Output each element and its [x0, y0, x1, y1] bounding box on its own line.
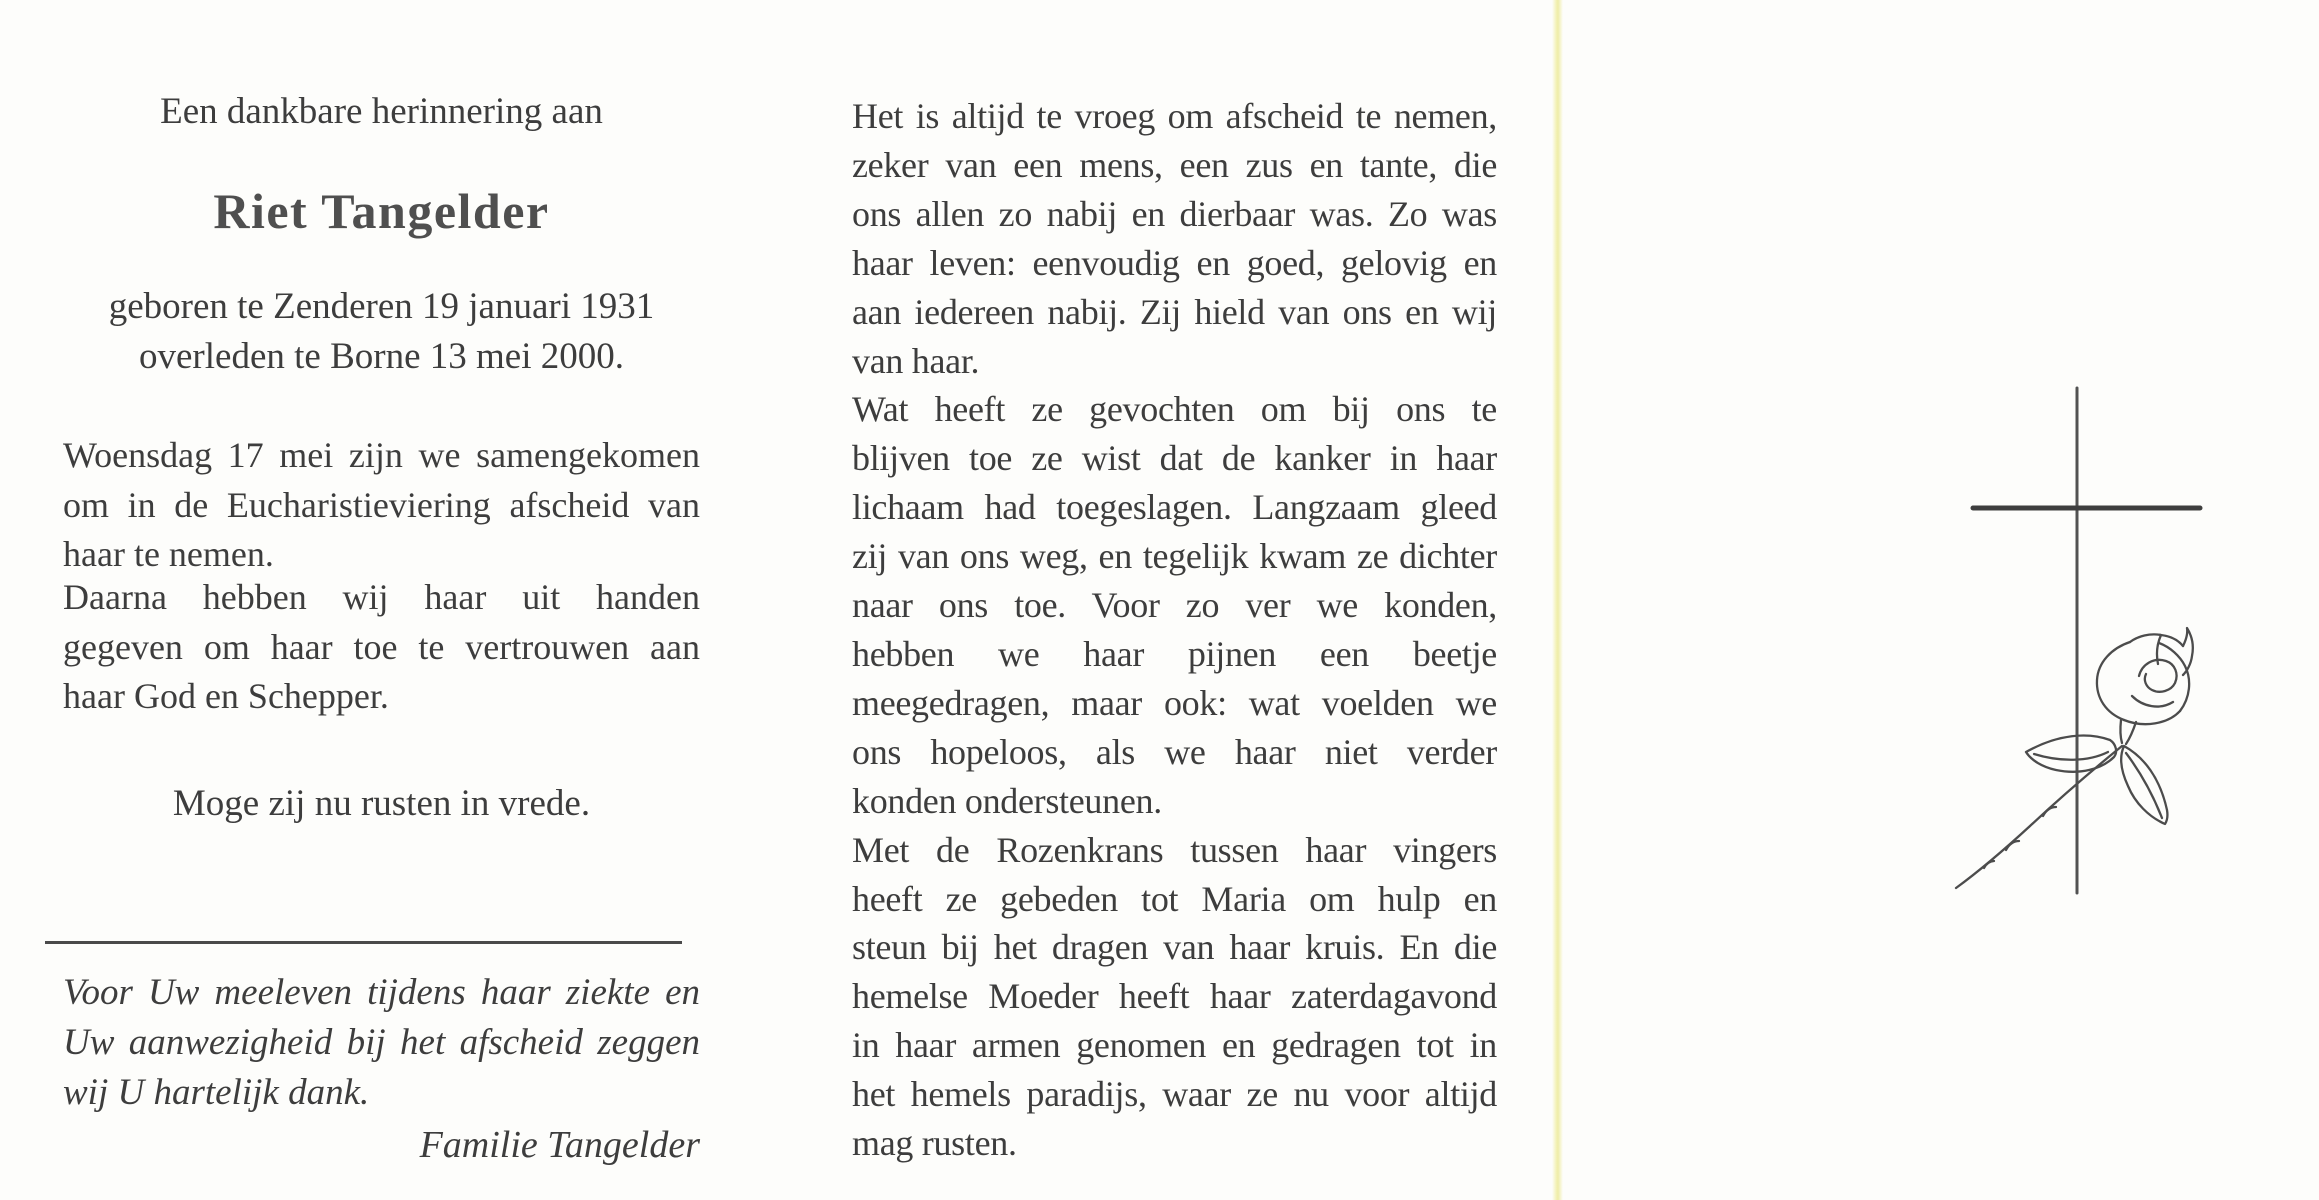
text-line: steun bij het dragen van haar kruis. En die	[852, 927, 1497, 968]
right-page-panel	[852, 92, 1497, 1168]
fold-crease	[1552, 0, 1563, 1200]
gathering-paragraph	[63, 431, 700, 580]
text-line: Voor Uw meeleven tijdens haar ziekte en	[63, 972, 700, 1013]
rest-in-peace-line: Moge zij nu rusten in vrede.	[172, 783, 591, 824]
text-line: zeker van een mens, een zus en tante, die	[852, 144, 1497, 185]
text-line: hemelse Moeder heeft haar zaterdagavond	[852, 976, 1497, 1017]
left-page-panel	[63, 0, 700, 1200]
cross-with-rose-icon	[1940, 380, 2210, 910]
birth-line: geboren te Zenderen 19 januari 1931	[108, 286, 655, 327]
text-line: het hemels paradijs, waar ze nu voor altijd	[852, 1074, 1497, 1115]
text-line: blijven toe ze wist dat de kanker in haar	[852, 438, 1497, 479]
text-line: lichaam had toegeslagen. Langzaam gleed	[852, 487, 1497, 528]
text-line: konden ondersteunen.	[852, 780, 1162, 821]
text-line: in haar armen genomen en gedragen tot in	[852, 1025, 1497, 1066]
text-line: heeft ze gebeden tot Maria om hulp en	[852, 878, 1497, 919]
rose-bloom	[2097, 628, 2193, 724]
text-line: ons hopeloos, als we haar niet verder	[852, 731, 1497, 772]
text-line: om in de Eucharistieviering afscheid van	[63, 484, 700, 525]
text-line: wij U hartelijk dank.	[63, 1072, 370, 1113]
text-line: Wat heeft ze gevochten om bij ons te	[852, 389, 1497, 430]
text-line: haar God en Schepper.	[63, 676, 389, 716]
intro-line: Een dankbare herinnering aan	[160, 91, 603, 132]
text-line: gegeven om haar toe te vertrouwen aan	[63, 626, 700, 667]
text-line: Daarna hebben wij haar uit handen	[63, 577, 700, 617]
memorial-paragraph-2	[852, 385, 1497, 825]
family-signature: Familie Tangelder	[419, 1124, 700, 1166]
memorial-paragraph-3	[852, 826, 1497, 1168]
farewell-paragraph	[63, 573, 700, 722]
rose-stem	[1956, 746, 2122, 888]
text-line: Het is altijd te vroeg om afscheid te nemen,	[852, 96, 1497, 136]
text-line: naar ons toe. Voor zo ver we konden,	[852, 585, 1497, 626]
text-line: Uw aanwezigheid bij het afscheid zeggen	[63, 1022, 700, 1063]
deceased-name: Riet Tangelder	[213, 183, 550, 239]
text-line: haar te nemen.	[63, 534, 274, 574]
death-line: overleden te Borne 13 mei 2000.	[139, 336, 624, 377]
text-line: haar leven: eenvoudig en goed, gelovig en	[852, 242, 1497, 283]
text-line: aan iedereen nabij. Zij hield van ons en wij	[852, 291, 1497, 332]
memorial-paragraph-1	[852, 92, 1497, 385]
text-line: mag rusten.	[852, 1123, 1017, 1164]
text-line: hebben we haar pijnen een beetje	[852, 633, 1497, 674]
thanks-paragraph	[63, 968, 700, 1118]
text-line: van haar.	[852, 340, 980, 381]
text-line: ons allen zo nabij en dierbaar was. Zo was	[852, 193, 1497, 234]
text-line: Met de Rozenkrans tussen haar vingers	[852, 829, 1497, 870]
text-line: Woensdag 17 mei zijn we samengekomen	[63, 435, 700, 475]
text-line: meegedragen, maar ook: wat voelden we	[852, 682, 1497, 723]
text-line: zij van ons weg, en tegelijk kwam ze dichter	[852, 536, 1497, 577]
divider-rule	[45, 941, 682, 944]
